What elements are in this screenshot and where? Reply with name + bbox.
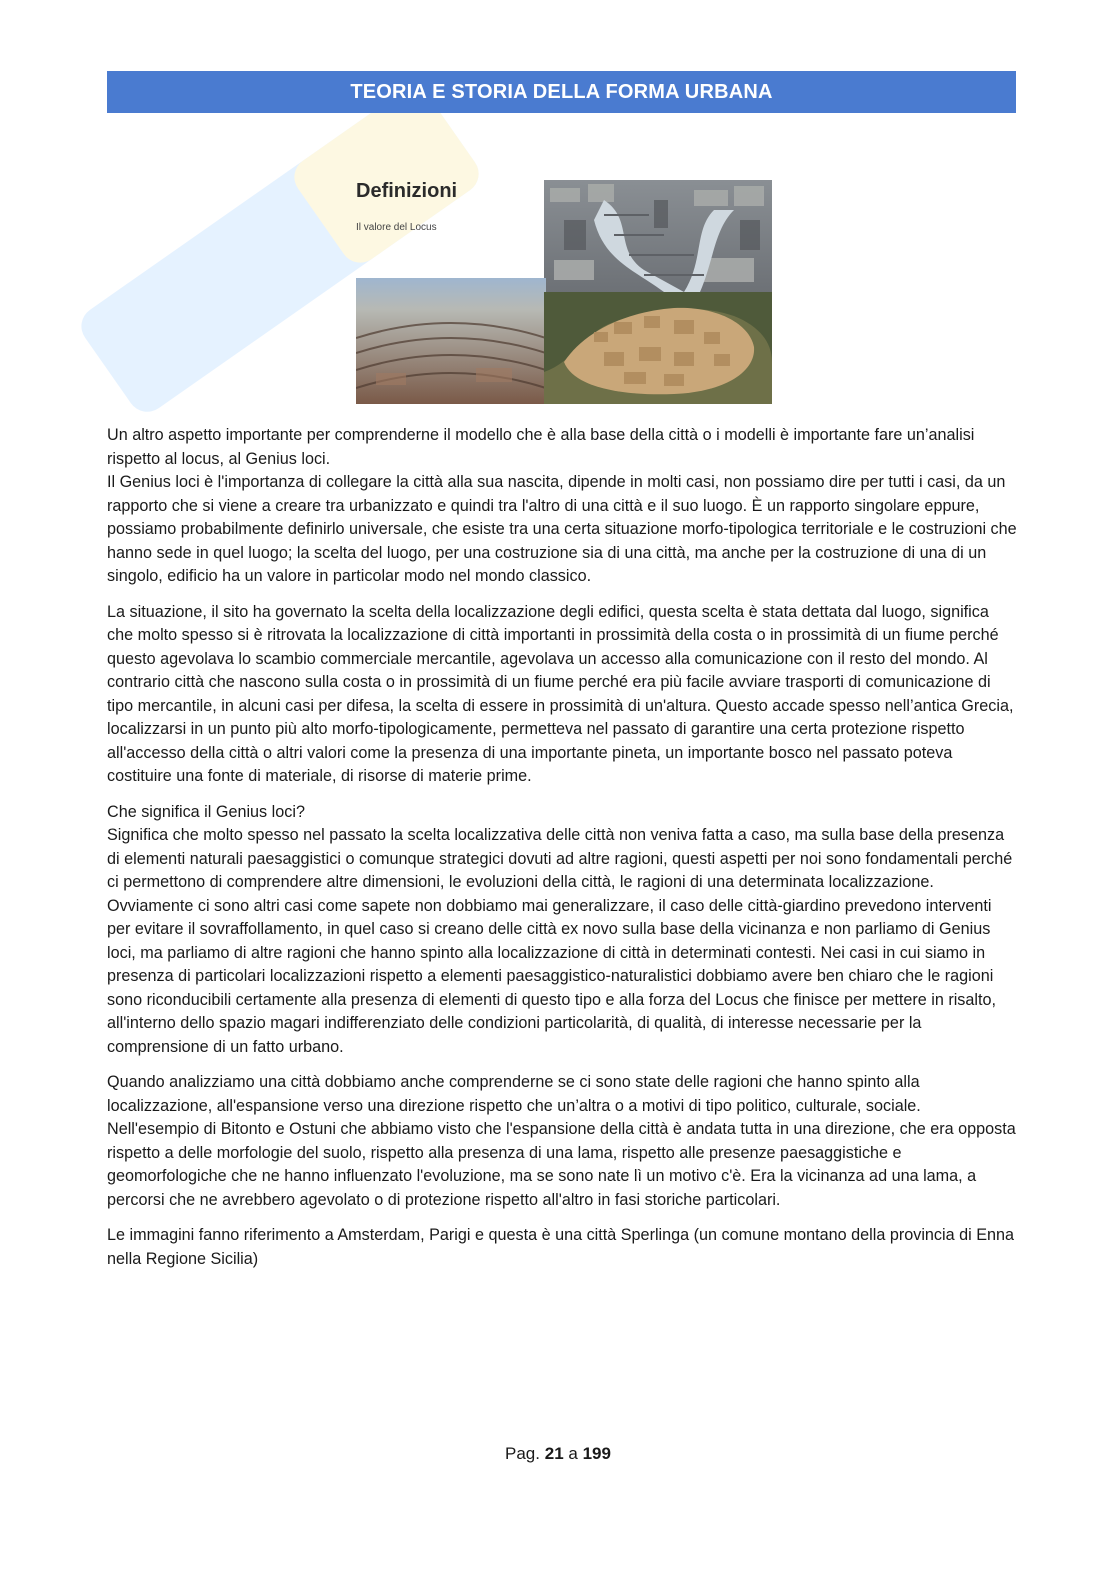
body-text bbox=[107, 424, 1017, 1283]
definizioni-figure bbox=[356, 180, 772, 404]
figure-subtitle: Il valore del Locus bbox=[356, 222, 437, 233]
section-question: Che significa il Genius loci? bbox=[107, 802, 305, 821]
paris-aerial-photo bbox=[544, 180, 772, 292]
amsterdam-aerial-photo bbox=[356, 278, 546, 404]
paragraph-line: Un altro aspetto importante per comprenderne il modello che è alla base della città o i modelli è importante fare un’analisi rispetto al locus, al Genius loci. bbox=[107, 426, 975, 468]
document-title: TEORIA E STORIA DELLA FORMA URBANA bbox=[350, 80, 773, 103]
paragraph bbox=[107, 424, 1017, 589]
paragraph: La situazione, il sito ha governato la scelta della localizzazione degli edifici, questa scelta è stata dettata dal luogo, significa che molto spesso si è ritrovata la localizzazione di città importanti in prossimità della costa o in prossimità di un fiume perché questo agevolava lo scambio commerciale mercantile, agevolava un accesso alla comunicazione con il resto del mondo. Al contrario città che nascono sulla costa o in prossimità di un fiume perché era più facile avviare trasporti di comunicazione di tipo mercantile, in alcuni casi per difesa, la scelta di essere in prossimità di un'altura. Questo accade spesso nell’antica Grecia, localizzarsi in un punto più alto morfo-tipologicamente, permetteva nel passato di garantire una certa protezione rispetto all'accesso della città o altri valori come la presenza di una importante pineta, un importante bosco nel passato poteva costituire una fonte di materiale, di risorse di materie prime. bbox=[107, 602, 1014, 785]
current-page-number: 21 bbox=[544, 1444, 564, 1463]
page-separator: a bbox=[568, 1444, 578, 1463]
figure-title: Definizioni bbox=[356, 180, 458, 202]
sperlinga-aerial-photo bbox=[544, 292, 772, 404]
paragraph: Quando analizziamo una città dobbiamo anche comprenderne se ci sono state delle ragioni che hanno spinto alla localizzazione, all'espansione verso una direzione rispetto che un’altra o a motivi di tipo politico, culturale, sociale. Nell'esempio di Bitonto e Ostuni che abbiamo visto che l'espansione della città è andata tutta in una direzione, che era opposta rispetto a delle morfologie del suolo, rispetto alla presenza di una lama, rispetto alle presenze paesaggistiche e geomorfologiche che ne hanno influenzato l'evoluzione, ma se sono nate lì un motivo c'è. Era la vicinanza ad una lama, a percorsi che ne avrebbero agevolato o di protezione rispetto all'altro in fasi storiche particolari. bbox=[107, 1073, 1016, 1209]
paragraph bbox=[107, 801, 1017, 1060]
paragraph-line: Significa che molto spesso nel passato la scelta localizzativa delle città non veniva fatta a caso, ma sulla base della presenza di elementi naturali paesaggistici o comunque strategici dovuti ad altre ragioni, questi aspetti per noi sono fondamentali perché ci permettono di comprendere altre dimensioni, le evoluzioni della città, le ragioni di una determinata localizzazione. Ovviamente ci sono altri casi come sapete non dobbiamo mai generalizzare, il caso delle città-giardino prevedono interventi per evitare il sovraffollamento, in quel caso si creano delle città ex novo sulla base della vicinanza e non parliamo di Genius loci, ma parliamo di altre ragioni che hanno spinto alla localizzazione di città in determinati contesti. Nei casi in cui siamo in presenza di particolari localizzazioni rispetto a elementi paesaggistico-naturalistici dobbiamo avere ben chiaro che le ragioni sono riconducibili certamente alla presenza di elementi di questo tipo e alla forza del Locus che finisce per mettere in risalto, all'interno dello spazio magari indifferenziato delle condizioni particolarità, di qualità, di interesse necessarie per la comprensione di un fatto urbano. bbox=[107, 826, 1013, 1056]
paragraph-line: Il Genius loci è l'importanza di collegare la città alla sua nascita, dipende in molti casi, non possiamo dire per tutti i casi, da un rapporto che si viene a creare tra urbanizzato e quindi tra l'altro di una città e il suo luogo. È un rapporto singolare eppure, possiamo probabilmente definirlo universale, che esiste tra una certa situazione morfo-tipologica territoriale e le costruzioni che hanno sede in quel luogo; la scelta del luogo, per una costruzione sia di una città, ma anche per la costruzione di una di un singolo, edificio ha un valore in particolar modo nel mondo classico. bbox=[107, 473, 1017, 585]
document-header bbox=[107, 71, 1016, 113]
page-footer bbox=[0, 1444, 1116, 1464]
total-pages-number: 199 bbox=[582, 1444, 611, 1463]
paragraph: Le immagini fanno riferimento a Amsterdam, Parigi e questa è una città Sperlinga (un comune montano della provincia di Enna nella Regione Sicilia) bbox=[107, 1226, 1015, 1268]
page-prefix: Pag. bbox=[505, 1444, 540, 1463]
